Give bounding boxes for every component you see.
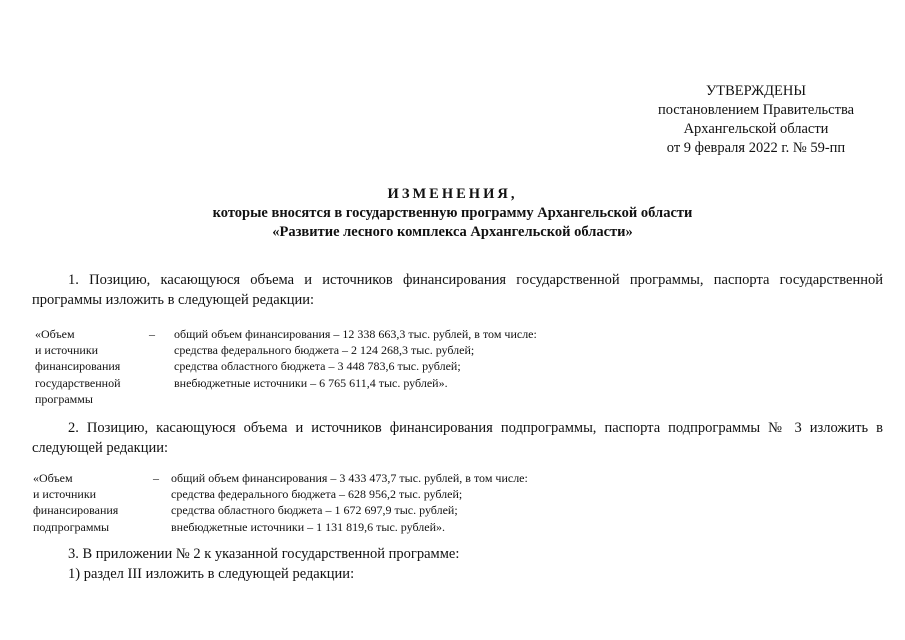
approval-line: постановлением Правительства xyxy=(657,102,855,118)
paragraph-3: 3. В приложении № 2 к указанной государственной программе: xyxy=(68,546,460,562)
title-program-name: «Развитие лесного комплекса Архангельской области» xyxy=(272,224,633,240)
paragraph-2: 2. Позицию, касающуюся объема и источников финансирования подпрограммы, паспорта подпрограммы № 3 изложить в следующей редакции: xyxy=(32,420,883,456)
financing-dash: – xyxy=(153,471,159,485)
approval-stamp xyxy=(640,82,872,158)
financing-value-line: общий объем финансирования – 3 433 473,7 тыс. рублей, в том числе: xyxy=(171,471,528,485)
financing-label xyxy=(33,470,145,535)
paragraph-1: 1. Позицию, касающуюся объема и источников финансирования государственной программы, паспорта государственной программы изложить в следующей редакции: xyxy=(32,272,883,308)
title-subtitle: которые вносятся в государственную программу Архангельской области xyxy=(212,205,693,221)
financing-label-line: финансирования xyxy=(33,503,119,518)
financing-label-line: подпрограммы xyxy=(33,519,110,534)
financing-value-line: внебюджетные источники – 1 131 819,6 тыс. рублей». xyxy=(171,519,446,534)
title-main: ИЗМЕНЕНИЯ, xyxy=(387,186,518,202)
financing-value-line: средства федерального бюджета – 628 956,2 тыс. рублей; xyxy=(171,487,463,502)
financing-value-line: средства областного бюджета – 1 672 697,9 тыс. рублей; xyxy=(171,503,458,518)
financing-value-line: внебюджетные источники – 6 765 611,4 тыс. рублей». xyxy=(174,375,448,390)
approval-line: от 9 февраля 2022 г. № 59-пп xyxy=(666,140,846,156)
document-title xyxy=(120,185,785,242)
financing-values xyxy=(174,326,634,391)
financing-label-line: и источники xyxy=(33,487,97,502)
financing-value-line: средства федерального бюджета – 2 124 268,3 тыс. рублей; xyxy=(174,343,475,358)
approval-line: УТВЕРЖДЕНЫ xyxy=(705,83,807,99)
financing-label xyxy=(35,326,147,407)
financing-label-line: и источники xyxy=(35,343,99,358)
financing-value-line: средства областного бюджета – 3 448 783,6 тыс. рублей; xyxy=(174,359,461,374)
paragraph-4: 1) раздел III изложить в следующей редакции: xyxy=(68,566,355,582)
financing-values xyxy=(171,470,631,535)
financing-label-line: финансирования xyxy=(35,359,121,374)
financing-label-line: «Объем xyxy=(33,471,73,485)
financing-label-line: «Объем xyxy=(35,327,75,341)
financing-label-line: государственной xyxy=(35,375,121,390)
financing-label-line: программы xyxy=(35,391,93,406)
financing-value-line: общий объем финансирования – 12 338 663,3 тыс. рублей, в том числе: xyxy=(174,327,537,341)
financing-dash: – xyxy=(149,327,155,341)
approval-line: Архангельской области xyxy=(683,121,829,137)
